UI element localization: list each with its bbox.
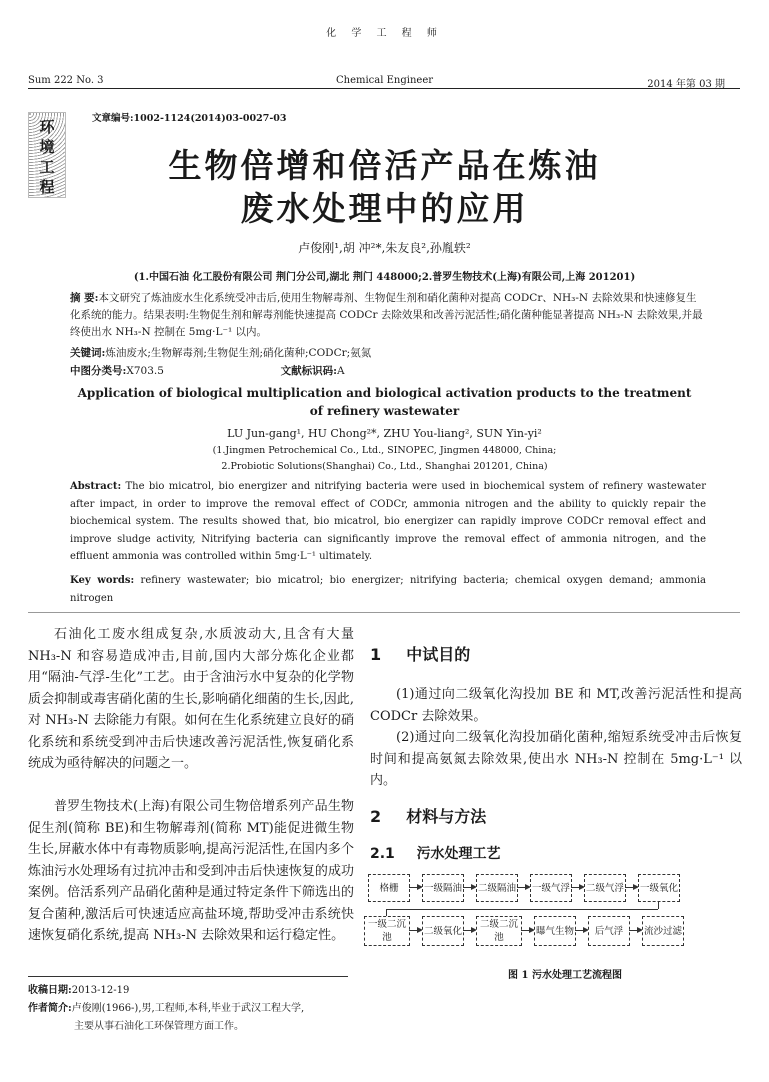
doc-code-label: 文献标识码: — [280, 365, 338, 377]
badge-char: 工 — [39, 158, 55, 176]
received-label: 收稿日期: — [28, 985, 72, 996]
journal-name-en: Chemical Engineer — [335, 75, 434, 86]
title-en-line2: of refinery wastewater — [309, 404, 460, 418]
body-paragraph: 普罗生物技术(上海)有限公司生物倍增系列产品生物促生剂(简称 BE)和生物解毒剂(简称 MT)能促进微生物生长,屏蔽水体中有毒物质影响,提高污泥活性,在国内多个炼油污水处理场有过抗冲击和受到冲击后快速恢复的成功案例。倍活系列产品硝化菌种是通过特定条件下筛选出的复合菌种,激活后可快速适应高盐环境,帮助受冲击系统快速恢复硝化系统,提高 NH₃-N 去除效果和运行稳定性。 — [28, 799, 354, 943]
title-cn-line2: 废水处理中的应用 — [240, 189, 529, 228]
flow-arrow — [409, 887, 421, 888]
abstract-en-label: Abstract: — [70, 481, 122, 492]
flow-arrow — [463, 930, 475, 931]
badge-char: 境 — [39, 138, 55, 156]
section-1-heading — [370, 642, 470, 665]
flow-arrow — [463, 887, 475, 888]
badge-char: 环 — [39, 118, 55, 136]
keywords-cn-text: 炼油废水;生物解毒剂;生物促生剂;硝化菌种;CODCr;氨氮 — [105, 347, 372, 359]
section-1-number: 1 — [370, 645, 382, 664]
section-2-title: 材料与方法 — [406, 807, 487, 826]
flow-connector — [386, 909, 387, 916]
article-number: 文章编号:1002-1124(2014)03-0027-03 — [92, 113, 287, 124]
flow-box-bio-aeration: 曝气生物 — [534, 916, 576, 946]
flow-box-oil-sep-1: 一级隔油 — [422, 874, 464, 902]
section-2-heading — [370, 804, 486, 827]
keywords-en-label: Key words: — [70, 575, 135, 586]
flow-arrow — [521, 930, 533, 931]
title-en-line1: Application of biological multiplication and biological activation products to the treatment — [77, 386, 692, 400]
header-rule — [28, 88, 740, 89]
abstract-cn-label: 摘 要: — [70, 292, 99, 304]
classification — [70, 363, 706, 380]
flow-arrow — [625, 887, 637, 888]
section-2-1-title: 污水处理工艺 — [416, 846, 501, 862]
flow-box-clarifier-2: 二级二沉池 — [476, 916, 522, 946]
flow-arrow — [629, 930, 641, 931]
flow-arrow — [571, 887, 583, 888]
title-cn-line1: 生物倍增和倍活产品在炼油 — [168, 146, 601, 185]
process-flow-diagram — [360, 872, 760, 962]
issue-date: 2014 年第 03 期 — [647, 79, 725, 90]
keywords-cn-label: 关键词: — [70, 347, 106, 359]
section-1-para-2: (2)通过向二级氧化沟投加硝化菌种,缩短系统受冲击后恢复时间和提高氨氮去除效果,使出水 NH₃-N 控制在 5mg·L⁻¹ 以内。 — [370, 730, 742, 788]
abstract-en — [70, 478, 706, 566]
section-2-1-number: 2.1 — [370, 846, 395, 862]
classification-value: X703.5 — [126, 365, 164, 377]
flow-box-flotation-2: 二级气浮 — [584, 874, 626, 902]
author-bio-line1: 卢俊刚(1966-),男,工程师,本科,毕业于武汉工程大学, — [71, 1003, 305, 1014]
author-bio-label: 作者简介: — [28, 1003, 72, 1014]
author-bio — [28, 1000, 358, 1018]
journal-name: 化 学 工 程 师 — [326, 28, 443, 39]
flow-box-oxidation-2: 二级氧化 — [422, 916, 464, 946]
section-2-1-heading — [370, 843, 501, 863]
badge-char: 程 — [39, 178, 55, 196]
figure-caption: 图 1 污水处理工艺流程图 — [508, 970, 622, 981]
issue-number: Sum 222 No. 3 — [28, 75, 104, 86]
flow-box-oil-sep-2: 二级隔油 — [476, 874, 518, 902]
authors-en: LU Jun-gang¹, HU Chong²*, ZHU You-liang², SUN Yin-yi² — [227, 427, 542, 440]
authors-cn: 卢俊刚¹,胡 冲²*,朱友良²,孙胤轶² — [298, 241, 471, 255]
flow-arrow — [575, 930, 587, 931]
affiliation-en-line2: 2.Probiotic Solutions(Shanghai) Co., Ltd., Shanghai 201201, China) — [221, 461, 548, 472]
received-date — [28, 982, 358, 1000]
affiliation-cn: (1.中国石油 化工股份有限公司 荆门分公司,湖北 荆门 448000;2.普罗生物技术(上海)有限公司,上海 201201) — [133, 272, 636, 283]
flow-box-grille: 格栅 — [368, 874, 410, 902]
flow-arrow — [409, 930, 421, 931]
doc-code-value: A — [337, 365, 345, 377]
column-divider — [28, 612, 740, 613]
flow-box-clarifier-1: 一级二沉池 — [364, 916, 410, 946]
footnote-rule — [28, 976, 348, 977]
author-bio-line2: 主要从事石油化工环保管理方面工作。 — [74, 1021, 244, 1032]
flow-box-sand-filter: 流沙过滤 — [642, 916, 684, 946]
abstract-cn-text: 本文研究了炼油废水生化系统受冲击后,使用生物解毒剂、生物促生剂和硝化菌种对提高 CODCr、NH₃-N 去除效果和快速修复生化系统的能力。结果表明:生物促生剂和解毒剂能快速提高 CODCr 去除效果和改善污泥活性;硝化菌种能显著提高 NH₃-N 去除效果,并最终使出水 NH₃-N 控制在 5mg·L⁻¹ 以内。 — [70, 292, 703, 338]
flow-connector — [658, 901, 659, 909]
section-1-title: 中试目的 — [406, 645, 471, 664]
flow-connector — [386, 909, 658, 910]
classification-label: 中图分类号: — [70, 365, 127, 377]
body-paragraph: 石油化工废水组成复杂,水质波动大,且含有大量 NH₃-N 和容易造成冲击,目前,国内大部分炼化企业都用“隔油-气浮-生化”工艺。由于含油污水中复杂的化学物质会抑制或毒害硝化菌的生长,影响硝化细菌的生长,因此,对 NH₃-N 去除能力有限。如何在生化系统建立良好的硝化系统和系统受到冲击后快速改善污泥活性,恢复硝化系统成为亟待解决的问题之一。 — [28, 627, 354, 771]
keywords-cn — [70, 345, 706, 362]
section-2-number: 2 — [370, 807, 382, 826]
flow-box-flotation-1: 一级气浮 — [530, 874, 572, 902]
flow-arrow — [517, 887, 529, 888]
abstract-cn — [70, 290, 706, 341]
section-1-para-1: (1)通过向二级氧化沟投加 BE 和 MT,改善污泥活性和提高 CODCr 去除效果。 — [370, 687, 742, 724]
affiliation-en-line1: (1.Jingmen Petrochemical Co., Ltd., SINOPEC, Jingmen 448000, China; — [212, 445, 557, 456]
received-value: 2013-12-19 — [71, 985, 130, 996]
keywords-en-text: refinery wastewater; bio micatrol; bio energizer; nitrifying bacteria; chemical oxygen demand; ammonia nitrogen — [70, 575, 706, 604]
flow-box-post-flotation: 后气浮 — [588, 916, 630, 946]
flow-box-oxidation-1: 一级氧化 — [638, 874, 680, 902]
abstract-en-text: The bio micatrol, bio energizer and nitrifying bacteria were used in biochemical system of refinery wastewater after impact, in order to improve the removal effect of CODCr, ammonia nitrogen and the ability to quickly repair the biochemical system. The results showed that, bio micatrol, bio energizer can rapidly improve CODCr removal effect and improve sludge activity, Nitrifying bacteria can significantly improve the removal effect of ammonia nitrogen, and the effluent ammonia was controlled within 5mg·L⁻¹ ultimately. — [70, 481, 706, 563]
keywords-en — [70, 572, 706, 607]
